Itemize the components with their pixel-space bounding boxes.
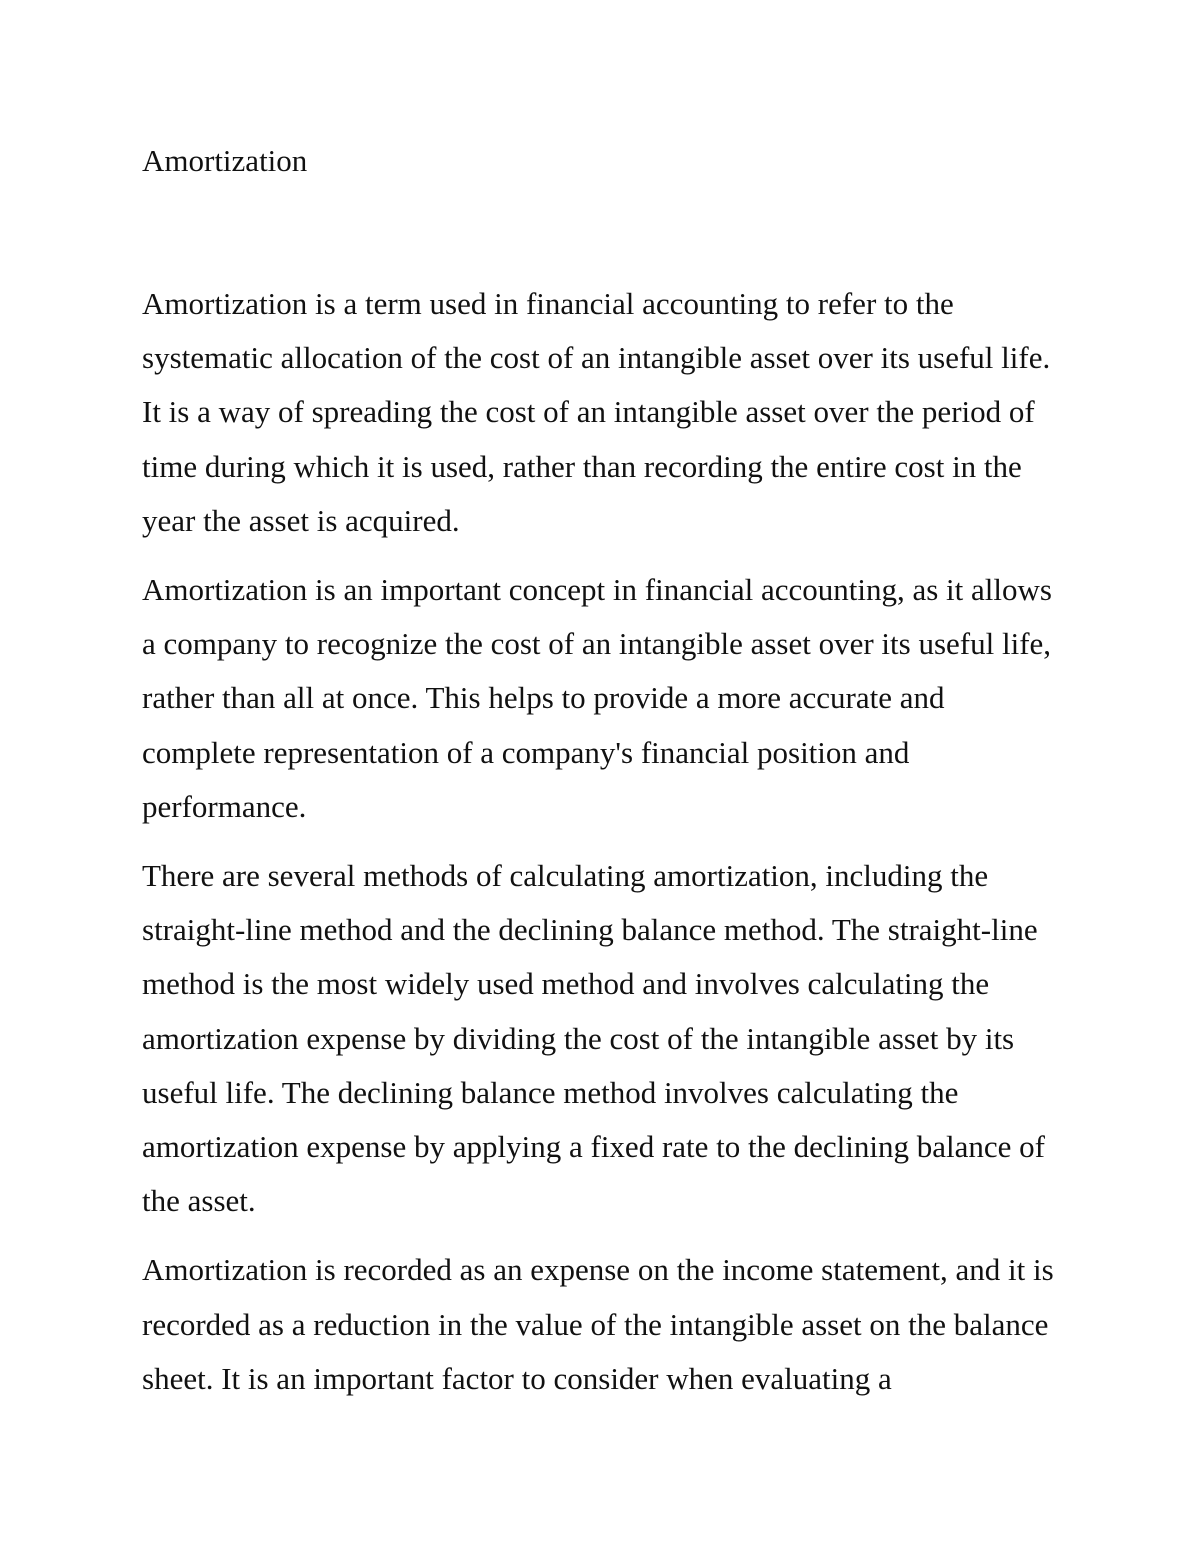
- document-title: Amortization: [142, 143, 308, 178]
- paragraph-recording: Amortization is recorded as an expense on the income statement, and it is recorded as a reduction in the value of the intangible asset on the balance sheet. It is an important factor to consider when evaluating a: [142, 1252, 1054, 1396]
- paragraph-methods: There are several methods of calculating amortization, including the straight-line method and the declining balance method. The straight-line method is the most widely used method and involves calculating the amortization expense by dividing the cost of the intangible asset by its useful life. The declining balance method involves calculating the amortization expense by applying a fixed rate to the declining balance of the asset.: [142, 858, 1045, 1219]
- document-body: [142, 138, 1062, 1406]
- paragraph-importance: Amortization is an important concept in financial accounting, as it allows a company to recognize the cost of an intangible asset over its useful life, rather than all at once. This helps to provide a more accurate and complete representation of a company's financial position and performance.: [142, 572, 1052, 824]
- paragraph-definition: Amortization is a term used in financial accounting to refer to the systematic allocation of the cost of an intangible asset over its useful life. It is a way of spreading the cost of an intangible asset over the period of time during which it is used, rather than recording the entire cost in the year the asset is acquired.: [142, 286, 1051, 538]
